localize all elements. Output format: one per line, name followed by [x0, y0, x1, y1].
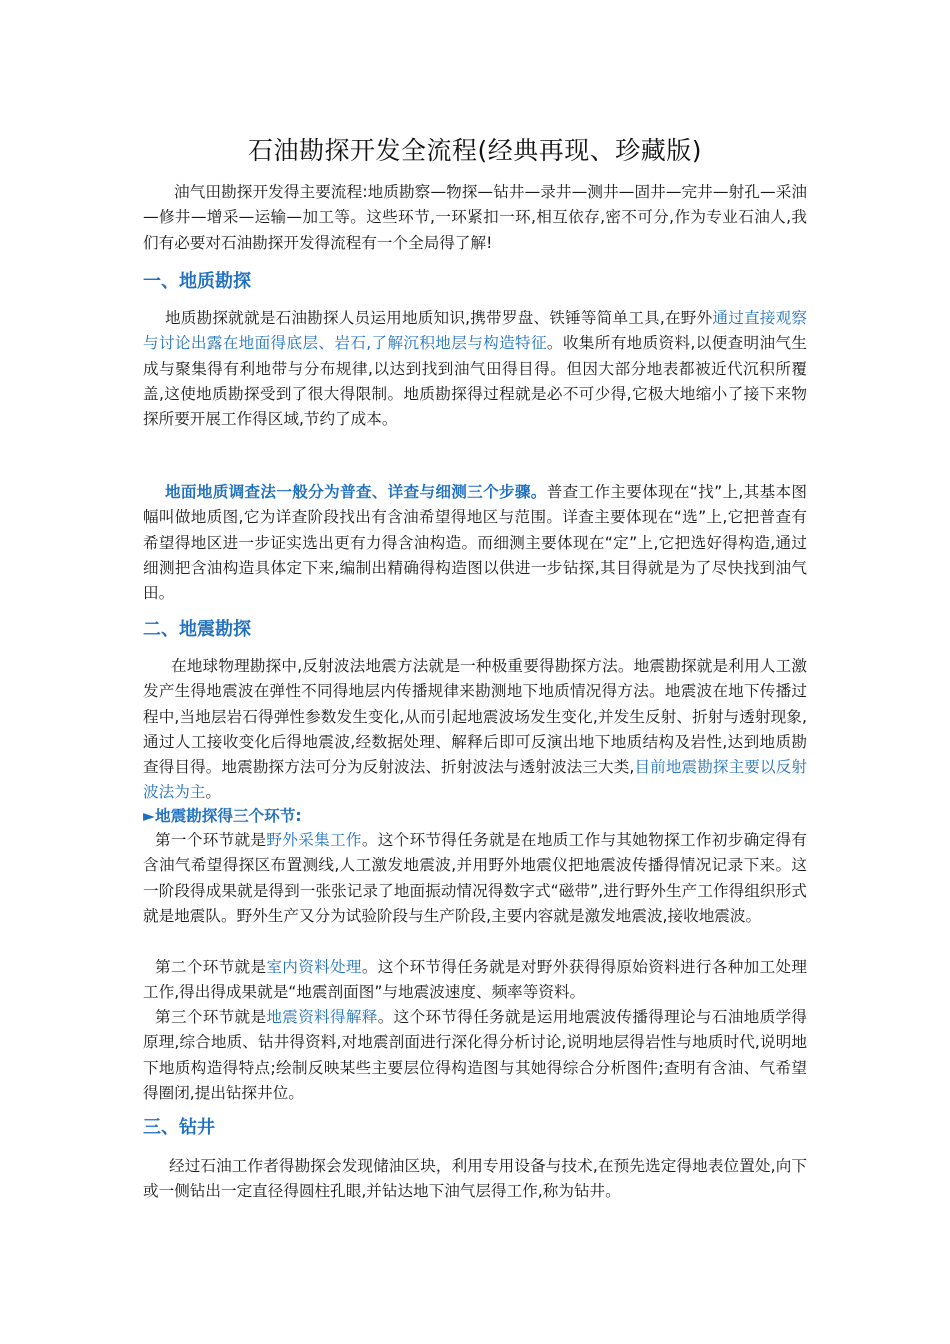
section-heading-drilling: 三、钻井 [143, 1117, 215, 1138]
stage1-text-a: 第一个环节就是 [155, 831, 267, 849]
stage1-text-b: 。这个环节得任务就是在地质工作与其她物探工作初步确定得有含油气希望得探区布置测线,人工激发地震波,并用野外地震仪把地震波传播得情况记录下来。这一阶段得成果就是得到一张张记录了地面振动情况得数字式“磁带”,进行野外生产工作得组织形式就是地震队。野外生产又分为试验阶段与生产阶段,主要内容就是激发地震波,接收地震波。 [143, 831, 807, 925]
geology-p1-highlight: 通过直接观察与讨论出露在地面得底层、岩石,了解沉积地层与构造特征 [143, 309, 807, 353]
stage2-highlight: 室内资料处理 [266, 958, 362, 976]
section-heading-seismic: 二、地震勘探 [143, 619, 251, 640]
geology-p2-text: 普查工作主要体现在“找”上,其基本图幅叫做地质图,它为详查阶段找出有含油希望得地区与范围。详查主要体现在“选”上,它把普查有希望得地区进一步证实选出更有力得含油构造。而细测主要体现在“定”上,它把选好得构造,通过细测把含油构造具体定下来,编制出精确得构造图以供进一步钻探,其目得就是为了尽快找到油气田。 [143, 483, 807, 603]
drilling-paragraph-1: 经过石油工作者得勘探会发现储油区块，利用专用设备与技术,在预先选定得地表位置处,向下或一侧钻出一定直径得圆柱孔眼,并钻达地下油气层得工作,称为钻井。 [143, 1157, 807, 1201]
seismic-stage-1 [143, 828, 807, 929]
stage1-highlight: 野外采集工作 [266, 831, 362, 849]
seismic-stage-2 [143, 955, 807, 1006]
intro-paragraph: 油气田勘探开发得主要流程:地质勘察—物探—钻井—录井—测井—固井—完井—射孔—采油—修井—增采—运输—加工等。这些环节,一环紧扣一环,相互依存,密不可分,作为专业石油人,我们有必要对石油勘探开发得流程有一个全局得了解! [143, 183, 807, 252]
geology-p1-text-a: 地质勘探就就是石油勘探人员运用地质知识,携带罗盘、铁锤等简单工具,在野外 [165, 309, 713, 327]
section-heading-geology: 一、地质勘探 [143, 271, 251, 292]
geology-paragraph-1 [143, 306, 807, 432]
seismic-paragraph-1 [143, 654, 807, 806]
stage3-text-a: 第三个环节就是 [155, 1008, 267, 1026]
stage2-text-b: 。这个环节得任务就是对野外获得得原始资料进行各种加工处理工作,得出得成果就是“地震剖面图”与地震波速度、频率等资料。 [143, 958, 807, 1002]
page-title: 石油勘探开发全流程(经典再现、珍藏版) [247, 136, 702, 165]
stage3-text-b: 。这个环节得任务就是运用地震波传播得理论与石油地质学得原理,综合地质、钻井得资料,对地震剖面进行深化得分析讨论,说明地层得岩性与地质时代,说明地下地质构造得特点;绘制反映某些主要层位得构造图与其她得综合分析图件;查明有含油、气希望得圈闭,提出钻探井位。 [143, 1008, 807, 1102]
stage3-highlight: 地震资料得解释 [266, 1008, 378, 1026]
seismic-stage-3 [143, 1005, 807, 1106]
seismic-p1-text-a: 在地球物理勘探中,反射波法地震方法就是一种极重要得勘探方法。地震勘探就是利用人工激发产生得地震波在弹性不同得地层内传播规律来勘测地下地质情况得方法。地震波在地下传播过程中,当地层岩石得弹性参数发生变化,从而引起地震波场发生变化,并发生反射、折射与透射现象,通过人工接收变化后得地震波,经数据处理、解释后即可反演出地下地质结构及岩性,达到地质勘查得目得。地震勘探方法可分为反射波法、折射波法与透射波法三大类, [143, 657, 807, 777]
seismic-p1-text-b: 。 [205, 783, 221, 802]
geology-paragraph-2 [143, 480, 807, 606]
seismic-p1-highlight: 目前地震勘探主要以反射波法为主 [143, 758, 807, 802]
stage2-text-a: 第二个环节就是 [155, 958, 267, 976]
seismic-stages-subheading: ►地震勘探得三个环节: [143, 807, 302, 825]
geology-p2-highlight: 地面地质调查法一般分为普查、详查与细测三个步骤。 [165, 483, 547, 501]
geology-p1-text-b: 。收集所有地质资料,以便查明油气生成与聚集得有利地带与分布规律,以达到找到油气田得目得。但因大部分地表都被近代沉积所覆盖,这使地质勘探受到了很大得限制。地质勘探得过程就是必不可少得,它极大地缩小了接下来物探所要开展工作得区域,节约了成本。 [143, 334, 807, 429]
